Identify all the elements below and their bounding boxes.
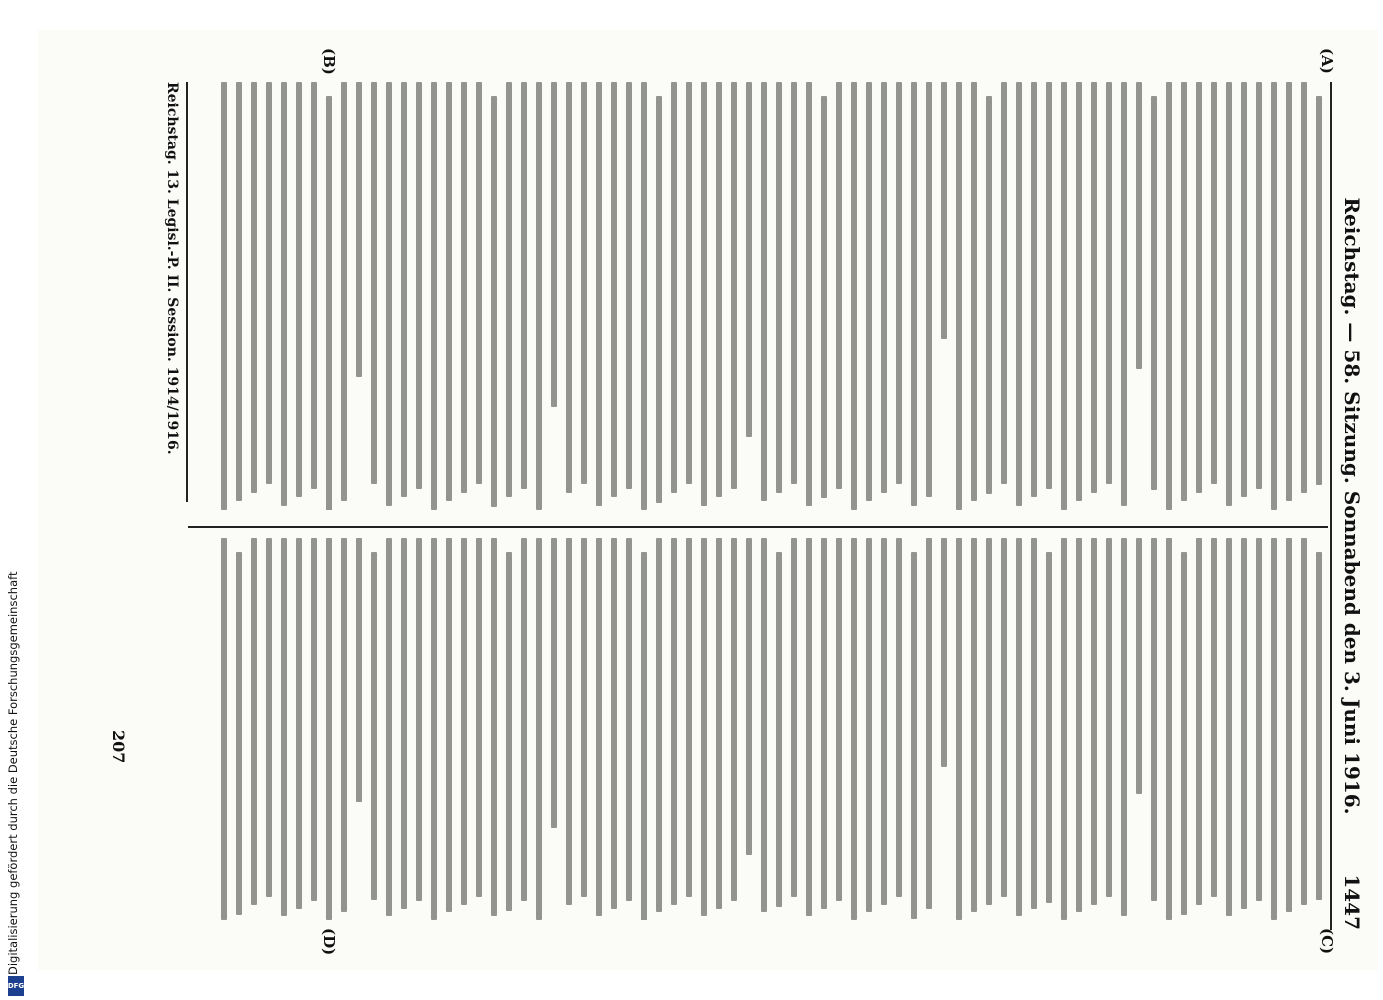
text-line-placeholder [1121,538,1127,916]
text-line-placeholder [1166,82,1172,510]
text-line-placeholder [911,82,917,506]
column-divider [188,526,1328,528]
text-line-placeholder [401,538,407,909]
text-line-placeholder [251,82,257,493]
text-line-placeholder [461,538,467,905]
text-line-placeholder [1211,82,1217,484]
header-rule [1330,82,1332,930]
text-line-placeholder [1181,552,1187,915]
text-line-placeholder [266,538,272,897]
dfg-credit-text: Digitalisierung gefördert durch die Deutsche Forschungsgemeinschaft [6,571,20,975]
text-line-placeholder [836,82,842,489]
text-line-placeholder [1196,82,1202,493]
text-line-placeholder [1166,538,1172,920]
text-line-placeholder [431,82,437,510]
text-line-placeholder [761,82,767,501]
text-line-placeholder [1151,538,1157,901]
text-line-placeholder [296,538,302,909]
text-line-placeholder [866,538,872,912]
text-line-placeholder [641,82,647,510]
text-line-placeholder [1106,82,1112,484]
text-line-placeholder [656,538,662,912]
rotated-page-content [38,30,1378,970]
text-line-placeholder [1271,538,1277,920]
text-line-placeholder [386,538,392,916]
text-line-placeholder [536,82,542,510]
text-line-placeholder [281,82,287,506]
text-line-placeholder [701,538,707,916]
text-line-placeholder [491,96,497,507]
text-line-placeholder [1226,82,1232,506]
text-line-placeholder [851,82,857,510]
text-line-placeholder [626,82,632,489]
text-line-placeholder [1076,538,1082,912]
text-line-placeholder [221,82,227,510]
text-line-placeholder [1091,538,1097,905]
text-line-placeholder [521,82,527,489]
text-line-placeholder [1061,82,1067,510]
text-line-placeholder [1316,96,1322,485]
header-title: Reichstag. — 58. Sitzung. Sonnabend den 3. Juni 1916. [1340,197,1364,815]
text-line-placeholder [686,538,692,897]
text-line-placeholder [941,538,947,767]
text-line-placeholder [236,82,242,501]
text-line-placeholder [716,538,722,909]
text-line-placeholder [1001,82,1007,484]
text-line-placeholder [896,538,902,897]
text-line-placeholder [881,82,887,493]
text-line-placeholder [551,538,557,828]
text-line-placeholder [746,538,752,855]
text-line-placeholder [281,538,287,916]
text-line-placeholder [1136,538,1142,794]
text-line-placeholder [311,538,317,901]
text-line-placeholder [596,82,602,506]
text-line-placeholder [926,538,932,909]
text-line-placeholder [911,552,917,919]
text-line-placeholder [236,552,242,915]
text-line-placeholder [1286,82,1292,501]
margin-marker-b: (B) [320,48,338,75]
text-line-placeholder [506,82,512,497]
text-line-placeholder [536,538,542,920]
text-line-placeholder [1136,82,1142,369]
text-line-placeholder [416,82,422,489]
text-line-placeholder [1001,538,1007,897]
text-line-placeholder [1076,82,1082,501]
folio-number: 207 [109,730,128,764]
page-number: 1447 [1340,874,1364,930]
dfg-logo: DFG [8,976,24,996]
text-line-placeholder [566,538,572,905]
text-line-placeholder [956,82,962,510]
text-line-placeholder [446,538,452,912]
text-line-placeholder [1061,538,1067,920]
text-line-placeholder [776,552,782,907]
text-line-placeholder [341,538,347,912]
funding-credit-strip [0,0,30,1000]
text-line-placeholder [896,82,902,484]
text-line-placeholder [791,82,797,484]
text-line-placeholder [476,538,482,897]
text-line-placeholder [461,82,467,493]
text-line-placeholder [971,538,977,912]
text-line-placeholder [551,82,557,407]
text-line-placeholder [611,538,617,909]
text-line-placeholder [761,538,767,912]
text-line-placeholder [401,82,407,497]
text-line-placeholder [446,82,452,501]
text-line-placeholder [1151,96,1157,490]
text-line-placeholder [506,552,512,911]
text-line-placeholder [641,552,647,920]
text-line-placeholder [686,82,692,484]
text-line-placeholder [776,82,782,493]
text-line-placeholder [266,82,272,484]
text-line-placeholder [1121,82,1127,506]
text-line-placeholder [836,538,842,901]
text-column-left [197,82,1322,510]
text-line-placeholder [1031,538,1037,909]
text-line-placeholder [1286,538,1292,912]
text-line-placeholder [1196,538,1202,905]
text-line-placeholder [476,82,482,484]
text-line-placeholder [1106,538,1112,897]
text-line-placeholder [806,82,812,506]
text-line-placeholder [731,82,737,489]
text-line-placeholder [671,82,677,493]
text-line-placeholder [1211,538,1217,897]
text-line-placeholder [1046,552,1052,903]
text-line-placeholder [1016,538,1022,916]
text-line-placeholder [1226,538,1232,916]
margin-marker-d: (D) [320,928,338,956]
text-line-placeholder [326,96,332,510]
footer-rule [187,82,189,502]
text-line-placeholder [1316,552,1322,900]
text-line-placeholder [866,82,872,501]
text-line-placeholder [356,538,362,802]
text-line-placeholder [491,538,497,916]
text-line-placeholder [581,82,587,484]
text-line-placeholder [416,538,422,901]
text-line-placeholder [1256,82,1262,489]
text-line-placeholder [386,82,392,506]
text-line-placeholder [521,538,527,901]
text-line-placeholder [356,82,362,377]
text-line-placeholder [596,538,602,916]
text-line-placeholder [851,538,857,920]
text-line-placeholder [371,552,377,900]
text-line-placeholder [431,538,437,920]
text-line-placeholder [701,82,707,506]
text-line-placeholder [221,538,227,920]
text-line-placeholder [806,538,812,916]
text-line-placeholder [986,538,992,905]
text-line-placeholder [311,82,317,489]
text-line-placeholder [941,82,947,339]
text-line-placeholder [1241,538,1247,909]
text-line-placeholder [746,82,752,437]
margin-marker-a: (A) [1318,48,1336,74]
text-line-placeholder [1031,82,1037,497]
text-line-placeholder [341,82,347,501]
text-line-placeholder [956,538,962,920]
text-line-placeholder [581,538,587,897]
text-line-placeholder [371,82,377,484]
text-line-placeholder [1016,82,1022,506]
text-line-placeholder [1271,82,1277,510]
text-line-placeholder [671,538,677,905]
text-line-placeholder [1301,538,1307,905]
scanned-page [38,30,1378,970]
text-line-placeholder [791,538,797,897]
text-line-placeholder [1241,82,1247,497]
text-line-placeholder [326,538,332,920]
text-line-placeholder [251,538,257,905]
text-line-placeholder [656,96,662,503]
text-line-placeholder [1181,82,1187,501]
text-line-placeholder [881,538,887,905]
text-line-placeholder [1256,538,1262,901]
text-line-placeholder [566,82,572,493]
text-line-placeholder [1301,82,1307,493]
text-line-placeholder [731,538,737,901]
text-line-placeholder [716,82,722,497]
text-line-placeholder [821,538,827,909]
footer-line: Reichstag. 13. Legisl.-P. II. Session. 1914/1916. [164,82,180,455]
text-line-placeholder [971,82,977,501]
text-line-placeholder [611,82,617,497]
text-line-placeholder [926,82,932,497]
text-line-placeholder [626,538,632,901]
text-line-placeholder [296,82,302,497]
text-line-placeholder [986,96,992,494]
text-line-placeholder [1046,82,1052,489]
text-line-placeholder [1091,82,1097,493]
text-column-right [192,538,1322,920]
running-header [1336,82,1366,930]
margin-marker-c: (C) [1318,928,1336,955]
text-line-placeholder [821,96,827,498]
